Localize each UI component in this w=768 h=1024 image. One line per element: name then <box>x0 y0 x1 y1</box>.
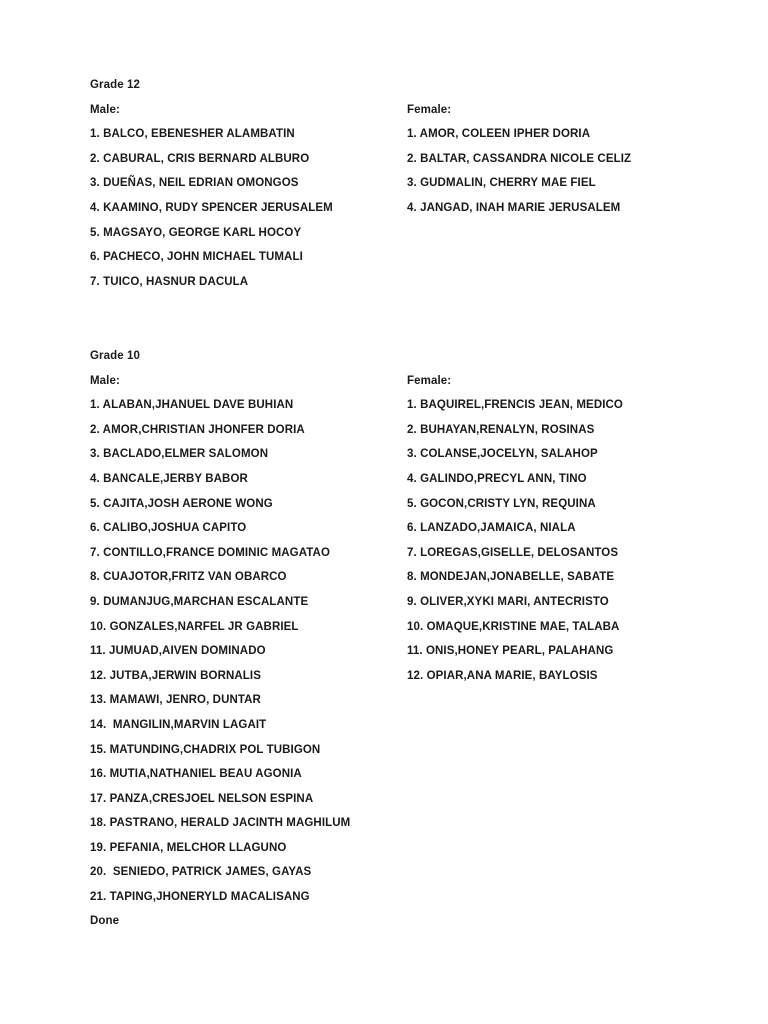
list-item: 9. DUMANJUG,MARCHAN ESCALANTE <box>90 595 309 608</box>
grade-10-female-list <box>407 397 707 692</box>
list-item: 18. PASTRANO, HERALD JACINTH MAGHILUM <box>90 817 351 830</box>
list-item: 7. LOREGAS,GISELLE, DELOSANTOS <box>407 546 619 559</box>
list-item: 4. KAAMINO, RUDY SPENCER JERUSALEM <box>90 201 333 214</box>
list-item: 3. DUEÑAS, NEIL EDRIAN OMONGOS <box>90 177 299 190</box>
list-item: 14. MANGILIN,MARVIN LAGAIT <box>90 718 267 731</box>
list-item: 1. AMOR, COLEEN IPHER DORIA <box>407 128 591 141</box>
list-item: 19. PEFANIA, MELCHOR LLAGUNO <box>90 841 287 854</box>
grade-12-male-list <box>90 126 406 298</box>
grade-12-female-list <box>407 126 707 224</box>
list-item: 5. GOCON,CRISTY LYN, REQUINA <box>407 497 596 510</box>
list-item: 3. BACLADO,ELMER SALOMON <box>90 448 269 461</box>
list-item: 7. CONTILLO,FRANCE DOMINIC MAGATAO <box>90 546 330 559</box>
list-item: 7. TUICO, HASNUR DACULA <box>90 275 249 288</box>
list-item: 16. MUTIA,NATHANIEL BEAU AGONIA <box>90 768 302 781</box>
grade-10-male-column <box>90 373 406 914</box>
list-item: 4. BANCALE,JERBY BABOR <box>90 472 248 485</box>
male-label: Male: <box>90 374 120 387</box>
list-item: 5. MAGSAYO, GEORGE KARL HOCOY <box>90 226 302 239</box>
list-item: 12. OPIAR,ANA MARIE, BAYLOSIS <box>407 669 598 682</box>
list-item: 2. BUHAYAN,RENALYN, ROSINAS <box>407 423 595 436</box>
list-item: 21. TAPING,JHONERYLD MACALISANG <box>90 891 310 904</box>
list-item: 1. BAQUIREL,FRENCIS JEAN, MEDICO <box>407 399 623 412</box>
list-item: 3. GUDMALIN, CHERRY MAE FIEL <box>407 177 596 190</box>
grade-10-female-column <box>407 373 707 693</box>
done-text: Done <box>90 915 120 927</box>
list-item: 17. PANZA,CRESJOEL NELSON ESPINA <box>90 792 314 805</box>
list-item: 8. MONDEJAN,JONABELLE, SABATE <box>407 571 615 584</box>
list-item: 13. MAMAWI, JENRO, DUNTAR <box>90 694 261 707</box>
male-label: Male: <box>90 103 120 116</box>
list-item: 4. GALINDO,PRECYL ANN, TINO <box>407 472 587 485</box>
list-item: 2. BALTAR, CASSANDRA NICOLE CELIZ <box>407 152 632 165</box>
list-item: 12. JUTBA,JERWIN BORNALIS <box>90 669 261 682</box>
list-item: 20. SENIEDO, PATRICK JAMES, GAYAS <box>90 866 312 879</box>
grade-10-heading: Grade 10 <box>90 350 141 362</box>
grade-12-section <box>90 77 710 288</box>
list-item: 4. JANGAD, INAH MARIE JERUSALEM <box>407 201 621 214</box>
grade-10-section <box>90 348 710 904</box>
list-item: 11. JUMUAD,AIVEN DOMINADO <box>90 645 266 658</box>
list-item: 2. AMOR,CHRISTIAN JHONFER DORIA <box>90 423 305 436</box>
list-item: 5. CAJITA,JOSH AERONE WONG <box>90 497 273 510</box>
list-item: 6. CALIBO,JOSHUA CAPITO <box>90 522 247 535</box>
grade-10-male-list <box>90 397 406 913</box>
list-item: 1. BALCO, EBENESHER ALAMBATIN <box>90 128 295 141</box>
list-item: 8. CUAJOTOR,FRITZ VAN OBARCO <box>90 571 287 584</box>
grade-12-female-column <box>407 102 707 225</box>
female-label: Female: <box>407 374 452 387</box>
grade-12-heading: Grade 12 <box>90 79 141 91</box>
list-item: 15. MATUNDING,CHADRIX POL TUBIGON <box>90 743 321 756</box>
list-item: 2. CABURAL, CRIS BERNARD ALBURO <box>90 152 310 165</box>
list-item: 6. PACHECO, JOHN MICHAEL TUMALI <box>90 251 303 264</box>
list-item: 10. GONZALES,NARFEL JR GABRIEL <box>90 620 299 633</box>
list-item: 3. COLANSE,JOCELYN, SALAHOP <box>407 448 598 461</box>
grade-12-male-column <box>90 102 406 299</box>
list-item: 1. ALABAN,JHANUEL DAVE BUHIAN <box>90 399 294 412</box>
female-label: Female: <box>407 103 452 116</box>
list-item: 6. LANZADO,JAMAICA, NIALA <box>407 522 576 535</box>
list-item: 10. OMAQUE,KRISTINE MAE, TALABA <box>407 620 620 633</box>
list-item: 9. OLIVER,XYKI MARI, ANTECRISTO <box>407 595 609 608</box>
list-item: 11. ONIS,HONEY PEARL, PALAHANG <box>407 645 614 658</box>
